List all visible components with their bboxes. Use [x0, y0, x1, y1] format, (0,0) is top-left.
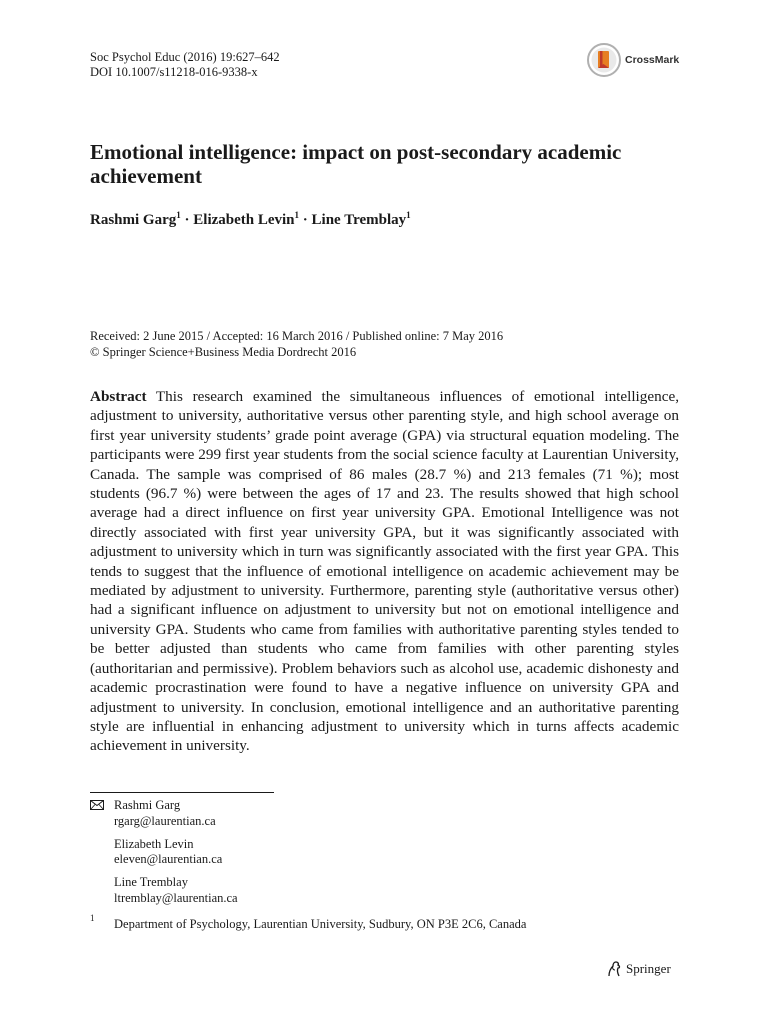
affiliation-number: 1 — [90, 913, 95, 923]
author-contacts — [90, 798, 238, 914]
article-title: Emotional intelligence: impact on post-secondary academic achievement — [90, 140, 622, 188]
publication-history — [90, 328, 503, 360]
affiliation-footnote — [90, 913, 527, 932]
author-name[interactable]: Line Tremblay — [311, 212, 407, 228]
abstract-text: This research examined the simultaneous influences of emotional intelligence, adjustment to university, authoritative versus other parenting style, and high school average on first year university students’ grade point average (GPA) via structural equation modeling. The participants were 299 first year students from the social science faculty at Laurentian University, Canada. The sample was comprised of 86 males (28.7 %) and 213 females (71 %); most students (96.7 %) were between the ages of 17 and 23. The results showed that high school average had a direct influence on first year university GPA. Emotional Intelligence was not directly associated with first year university GPA, but it was significantly associated with adjustment to university which in turn was significantly associated with the first year GPA. This tends to suggest that the influence of emotional intelligence on academic achievement may be mediated by adjustment to university. Furthermore, parenting style (authoritative versus other) had a significant influence on adjustment to university but not on emotional intelligence and university GPA. Students who came from families with authoritative parenting styles tended to be better adjusted than students who came from families with other parenting styles (authoritarian and permissive). Problem behaviors such as alcohol use, academic dishonesty and academic procrastination were found to have a negative influence on university GPA and adjustment to university. In conclusion, emotional intelligence and an authoritative parenting style are influential in enhancing adjustment to university which in turns affects academic achievement in university. — [90, 388, 679, 755]
author-affil-marker: 1 — [176, 210, 181, 220]
abstract-label: Abstract — [90, 388, 147, 405]
crossmark-icon — [586, 42, 622, 78]
crossmark-label: CrossMark — [625, 54, 680, 66]
envelope-icon — [90, 800, 104, 810]
author-name[interactable]: Elizabeth Levin — [193, 212, 295, 228]
journal-reference: Soc Psychol Educ (2016) 19:627–642 — [90, 50, 280, 64]
author-name[interactable]: Rashmi Garg — [90, 212, 177, 228]
author-affil-marker: 1 — [294, 210, 300, 220]
author-list — [90, 210, 411, 229]
contact-name: Line Tremblay — [114, 875, 188, 890]
springer-horse-icon — [605, 960, 623, 978]
dates-line: Received: 2 June 2015 / Accepted: 16 March 2016 / Published online: 7 May 2016 — [90, 329, 504, 343]
doi[interactable]: DOI 10.1007/s11218-016-9338-x — [90, 65, 258, 79]
copyright-line: © Springer Science+Business Media Dordrecht 2016 — [90, 345, 357, 359]
crossmark-badge[interactable] — [586, 42, 679, 78]
contact-email[interactable]: ltremblay@laurentian.ca — [114, 890, 238, 905]
contact-entry — [114, 798, 238, 830]
contact-entry — [114, 837, 238, 869]
affiliation-text: Department of Psychology, Laurentian University, Sudbury, ON P3E 2C6, Canada — [114, 917, 527, 931]
contact-name: Rashmi Garg — [114, 798, 181, 812]
author-separator: · — [180, 212, 194, 228]
publisher-name: Springer — [626, 961, 671, 976]
journal-header — [90, 50, 280, 80]
abstract — [90, 387, 679, 756]
contact-email[interactable]: rgarg@laurentian.ca — [114, 813, 216, 828]
contact-name: Elizabeth Levin — [114, 836, 194, 851]
contact-entry — [114, 875, 238, 907]
author-affil-marker: 1 — [406, 210, 411, 220]
contact-email[interactable]: eleven@laurentian.ca — [114, 852, 223, 867]
author-separator: · — [299, 212, 312, 228]
footnote-divider — [90, 792, 274, 793]
publisher-logo — [605, 960, 671, 978]
